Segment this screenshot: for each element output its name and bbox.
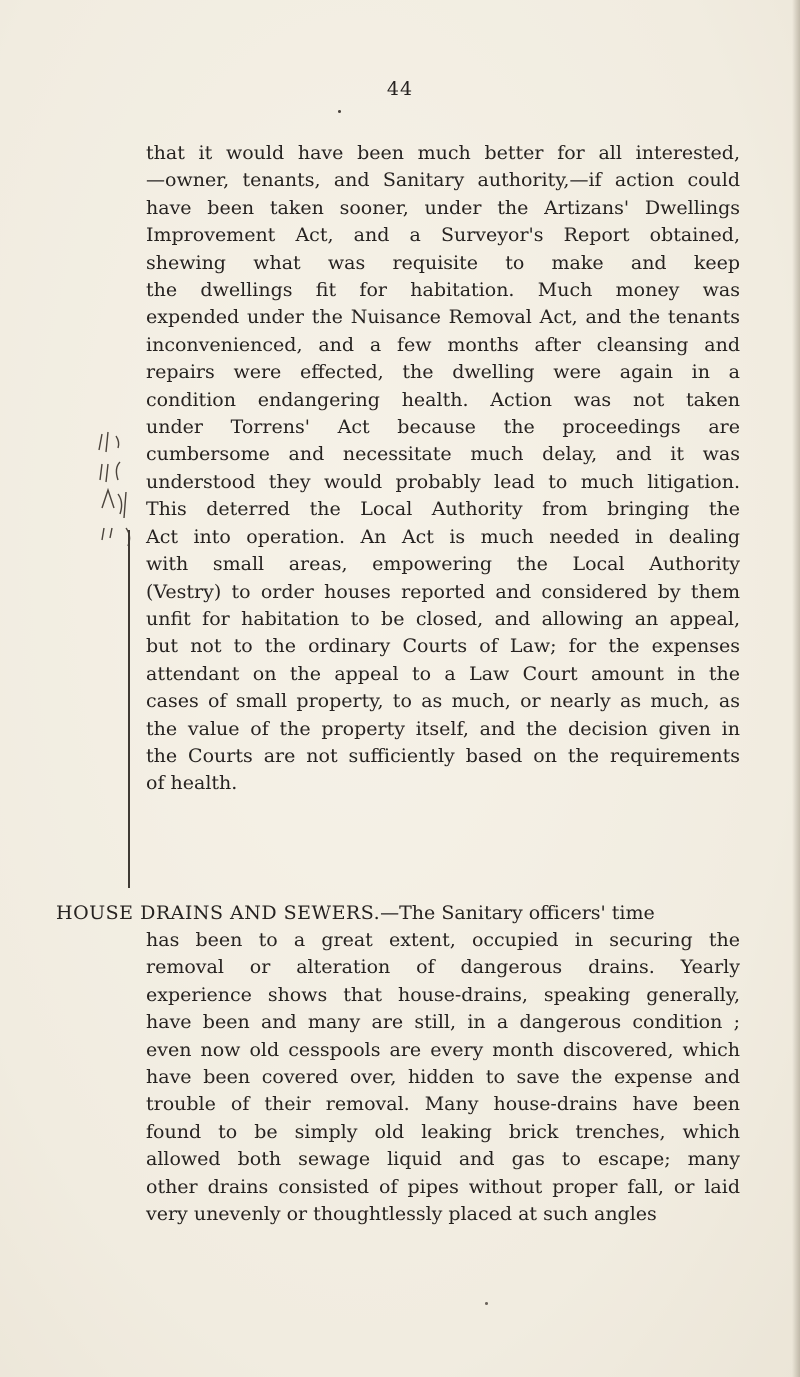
text-line: condition endangering health. Action was not taken (146, 388, 740, 411)
text-line: have been taken sooner, under the Artizans' Dwellings (146, 196, 740, 219)
section-heading: HOUSE DRAINS AND SEWERS. (56, 902, 381, 924)
text-line: repairs were effected, the dwelling were again in a (146, 361, 740, 384)
text-line: removal or alteration of dangerous drains. Yearly (146, 956, 740, 979)
text-line: the Courts are not sufficiently based on the requirements (146, 744, 740, 767)
ink-dot (338, 110, 341, 113)
text-line: found to be simply old leaking brick trenches, which (146, 1120, 740, 1143)
text-line: cases of small property, to as much, or nearly as much, as (146, 690, 740, 713)
text-line: Act into operation. An Act is much needed in dealing (146, 525, 740, 548)
text-line: have been and many are still, in a dangerous condition ; (146, 1011, 740, 1034)
text-line: but not to the ordinary Courts of Law; for the expenses (146, 635, 740, 658)
section-heading-line (56, 900, 740, 927)
text-line: the value of the property itself, and the decision given in (146, 717, 740, 740)
text-line: even now old cesspools are every month discovered, which (146, 1038, 740, 1061)
text-line: other drains consisted of pipes without proper fall, or laid (146, 1175, 740, 1198)
paragraph-house-drains (146, 927, 740, 1228)
text-line: allowed both sewage liquid and gas to escape; many (146, 1148, 740, 1171)
text-line: of health. (146, 772, 238, 795)
text-line: very unevenly or thoughtlessly placed at such angles (146, 1203, 657, 1226)
text-line: under Torrens' Act because the proceedings are (146, 416, 740, 439)
text-line: attendant on the appeal to a Law Court amount in the (146, 662, 740, 685)
text-line: have been covered over, hidden to save the expense and (146, 1066, 740, 1089)
ink-dot (485, 1302, 488, 1305)
margin-sideline (128, 530, 130, 888)
section-heading-continuation: —The Sanitary officers' time (380, 902, 655, 924)
page-edge-shadow (792, 0, 800, 1377)
text-line: (Vestry) to order houses reported and considered by them (146, 580, 740, 603)
text-line: inconvenienced, and a few months after cleansing and (146, 333, 740, 356)
text-line: unfit for habitation to be closed, and allowing an appeal, (146, 607, 740, 630)
text-line: —owner, tenants, and Sanitary authority,—if action could (146, 169, 740, 192)
text-line: experience shows that house-drains, speaking generally, (146, 983, 740, 1006)
text-line: with small areas, empowering the Local Authority (146, 553, 740, 576)
text-line: shewing what was requisite to make and keep (146, 251, 740, 274)
page-number: 44 (386, 78, 414, 100)
text-line: trouble of their removal. Many house-drains have been (146, 1093, 740, 1116)
text-line: has been to a great extent, occupied in securing the (146, 929, 740, 951)
text-line: Improvement Act, and a Surveyor's Report obtained, (146, 224, 740, 247)
text-line: This deterred the Local Authority from bringing the (146, 498, 740, 521)
margin-annotation-scribble (96, 428, 136, 548)
text-line: understood they would probably lead to much litigation. (146, 470, 740, 493)
paragraph-tenements (146, 140, 740, 798)
text-line: the dwellings fit for habitation. Much money was (146, 279, 740, 302)
text-line: that it would have been much better for all interested, (146, 142, 740, 164)
text-line: cumbersome and necessitate much delay, and it was (146, 443, 740, 466)
text-line: expended under the Nuisance Removal Act, and the tenants (146, 306, 740, 329)
